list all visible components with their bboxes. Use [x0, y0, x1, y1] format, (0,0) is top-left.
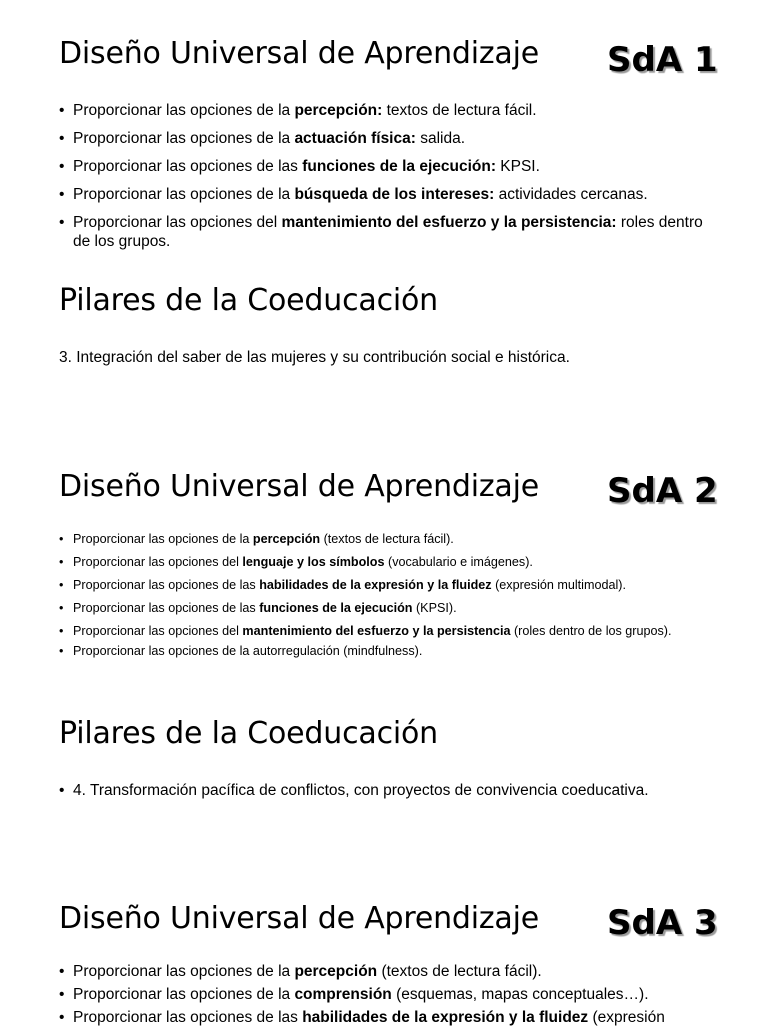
pillars-heading: Pilares de la Coeducación	[59, 283, 438, 318]
list-item: • Proporcionar las opciones de la percepción (textos de lectura fácil).	[59, 962, 719, 981]
list-item: • Proporcionar las opciones de la percepción: textos de lectura fácil.	[59, 101, 719, 120]
slide-sda-1	[0, 0, 768, 420]
list-item: • Proporcionar las opciones del mantenimiento del esfuerzo y la persistencia (roles dentro de los grupos).	[59, 623, 699, 639]
dua-list	[59, 531, 699, 666]
list-item: • Proporcionar las opciones de las habilidades de la expresión y la fluidez (expresión	[59, 1008, 719, 1027]
list-item: • Proporcionar las opciones de la autorregulación (mindfulness).	[59, 643, 699, 659]
list-item: • Proporcionar las opciones del lenguaje y los símbolos (vocabulario e imágenes).	[59, 554, 699, 570]
slide-title: Diseño Universal de Aprendizaje	[59, 901, 540, 936]
dua-list	[59, 101, 719, 260]
pillar-text: • 4. Transformación pacífica de conflictos, con proyectos de convivencia coeducativa.	[59, 781, 659, 800]
list-item: • Proporcionar las opciones de la búsqueda de los intereses: actividades cercanas.	[59, 185, 719, 204]
list-item: • Proporcionar las opciones del mantenimiento del esfuerzo y la persistencia: roles dentro de los grupos.	[59, 213, 719, 251]
pillar-text: 3. Integración del saber de las mujeres y su contribución social e histórica.	[59, 349, 570, 366]
dua-list	[59, 962, 719, 1036]
pillar-list	[59, 781, 659, 809]
slide-title: Diseño Universal de Aprendizaje	[59, 469, 540, 504]
sda-tag: SdA 3	[607, 903, 718, 943]
list-item: • Proporcionar las opciones de la comprensión (esquemas, mapas conceptuales…).	[59, 985, 719, 1004]
list-item: • Proporcionar las opciones de las habilidades de la expresión y la fluidez (expresión multimodal).	[59, 577, 699, 593]
pillars-heading: Pilares de la Coeducación	[59, 716, 438, 751]
sda-tag: SdA 1	[607, 40, 718, 80]
list-item: • Proporcionar las opciones de la percepción (textos de lectura fácil).	[59, 531, 699, 547]
slide-title: Diseño Universal de Aprendizaje	[59, 36, 540, 71]
list-item: • Proporcionar las opciones de las funciones de la ejecución: KPSI.	[59, 157, 719, 176]
sda-tag: SdA 2	[607, 471, 718, 511]
list-item: • Proporcionar las opciones de la actuación física: salida.	[59, 129, 719, 148]
list-item: • Proporcionar las opciones de las funciones de la ejecución (KPSI).	[59, 600, 699, 616]
